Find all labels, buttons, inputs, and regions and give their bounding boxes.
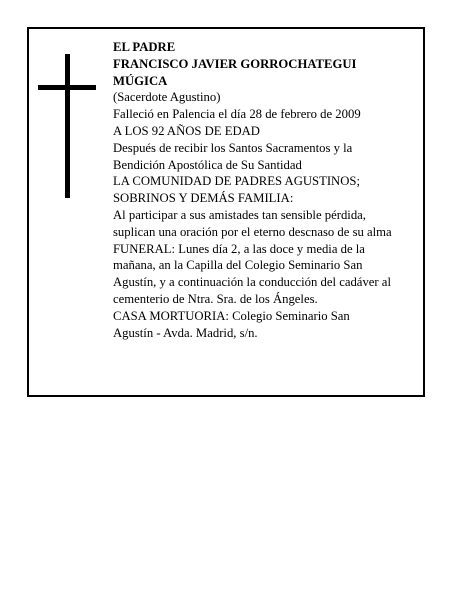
notice-line: cementerio de Ntra. Sra. de los Ángeles. <box>113 291 318 306</box>
notice-line: Falleció en Palencia el día 28 de febrero de 2009 <box>113 107 361 122</box>
cross-vertical-bar <box>65 54 70 198</box>
notice-line: (Sacerdote Agustino) <box>113 90 221 105</box>
notice-line: CASA MORTUORIA: Colegio Seminario San <box>113 308 350 323</box>
notice-line: Al participar a sus amistades tan sensible pérdida, <box>113 207 366 222</box>
cross-icon <box>38 54 96 198</box>
notice-line: suplican una oración por el eterno descnaso de su alma <box>113 224 392 239</box>
notice-text <box>113 39 423 341</box>
notice-line: SOBRINOS Y DEMÁS FAMILIA: <box>113 191 294 206</box>
notice-line: mañana, an la Capilla del Colegio Seminario San <box>113 258 363 273</box>
notice-line: Agustín - Avda. Madrid, s/n. <box>113 325 258 340</box>
notice-line: LA COMUNIDAD DE PADRES AGUSTINOS; <box>113 174 360 189</box>
deceased-name-line-1: FRANCISCO JAVIER GORROCHATEGUI <box>113 56 357 71</box>
notice-line: Agustín, y a continuación la conducción del cadáver al <box>113 275 391 290</box>
notice-line: Después de recibir los Santos Sacramentos y la <box>113 140 353 155</box>
notice-title: EL PADRE <box>113 40 176 54</box>
deceased-name-line-2: MÚGICA <box>113 73 168 88</box>
notice-line: FUNERAL: Lunes día 2, a las doce y media de la <box>113 241 365 256</box>
cross-horizontal-bar <box>38 85 96 90</box>
notice-line: A LOS 92 AÑOS DE EDAD <box>113 123 260 138</box>
notice-line: Bendición Apostólica de Su Santidad <box>113 157 302 172</box>
